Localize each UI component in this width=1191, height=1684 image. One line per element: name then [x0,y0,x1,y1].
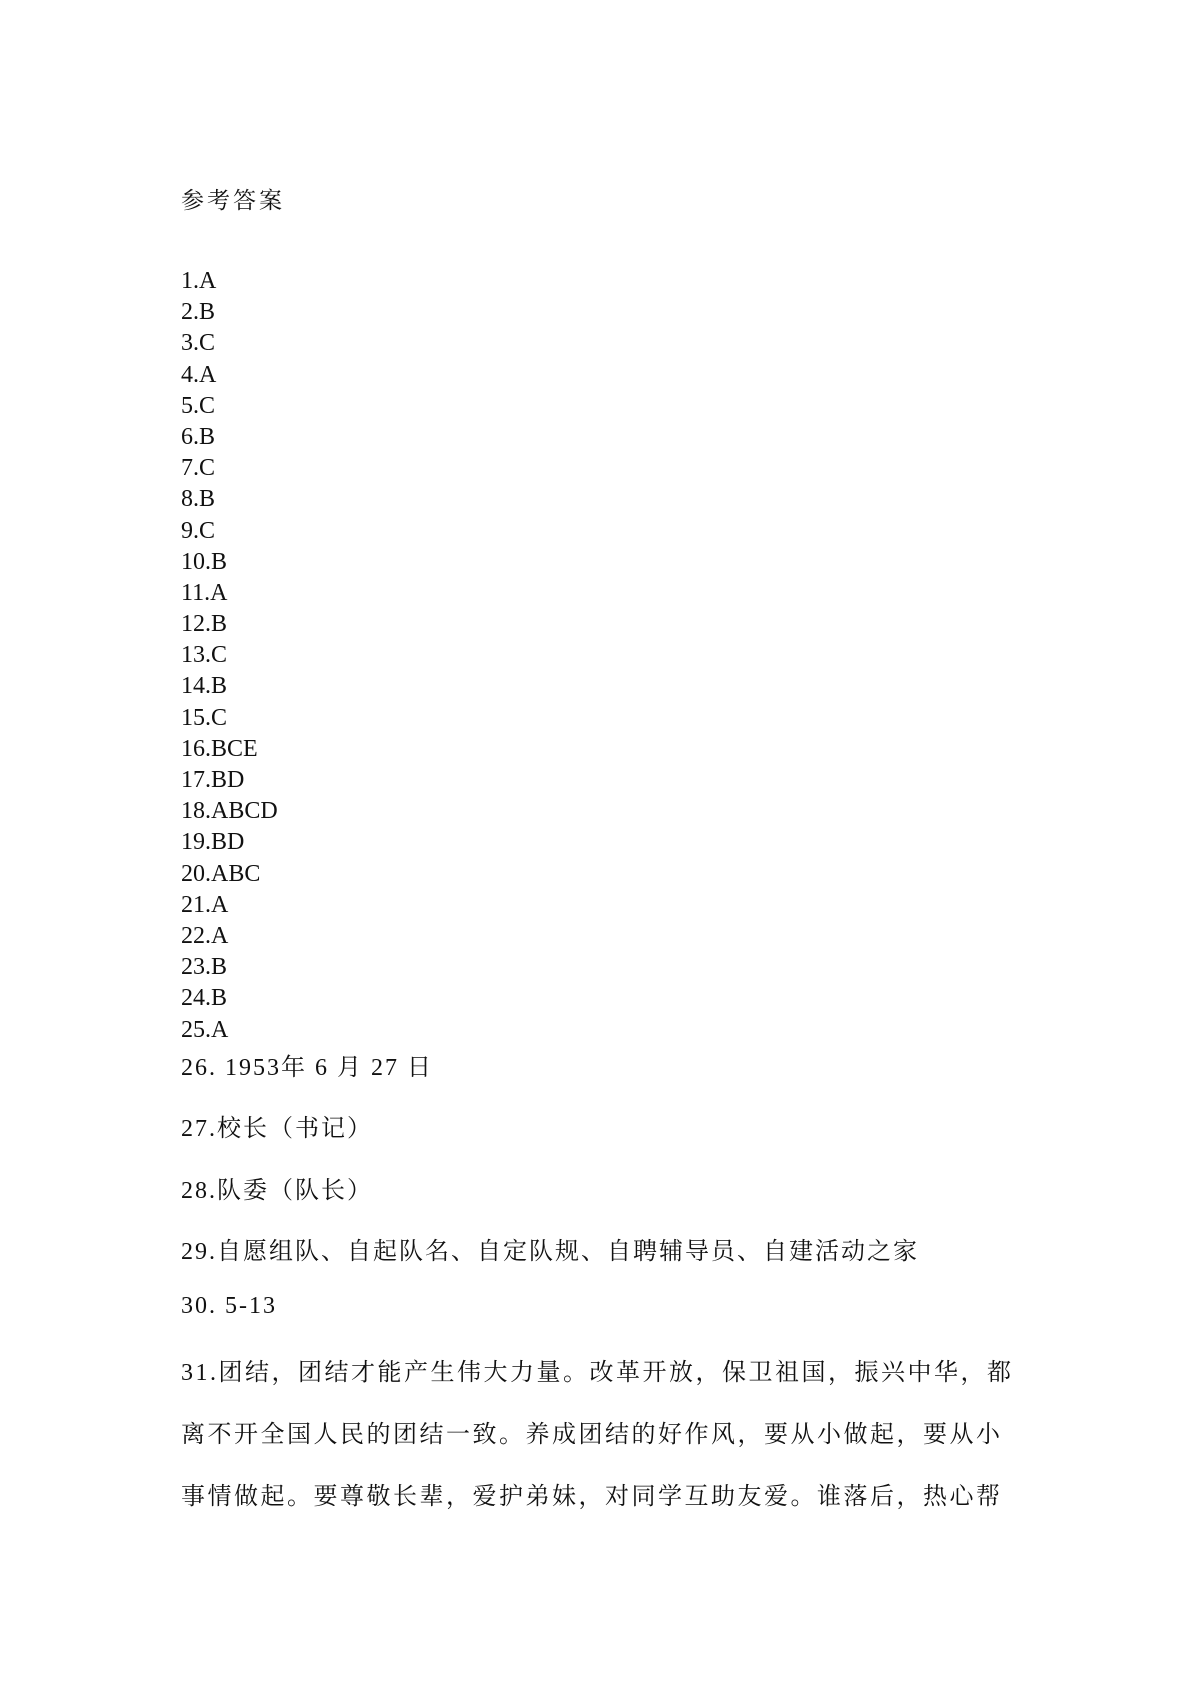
answer-item: 6.B [181,423,216,450]
answer-item: 21.A [181,891,229,918]
answer-item: 12.B [181,611,228,638]
answer-28: 28.队委（队长） [181,1178,373,1204]
answer-item: 4.A [181,361,217,388]
answer-26: 26. 1953年 6 月 27 日 [181,1055,433,1081]
answer-item: 11.A [181,579,228,606]
answer-item: 18.ABCD [181,798,278,825]
answer-item: 9.C [181,517,216,544]
answer-item: 13.C [181,642,228,669]
answer-item: 25.A [181,1016,229,1043]
answer-item: 16.BCE [181,735,258,762]
answer-item: 20.ABC [181,860,261,887]
answer-item: 24.B [181,985,228,1012]
answer-item: 22.A [181,922,229,949]
answer-30: 30. 5-13 [181,1293,277,1319]
answer-31-paragraph: 31.团结，团结才能产生伟大力量。改革开放，保卫祖国，振兴中华，都离不开全国人民的团结一致。养成团结的好作风，要从小做起，要从小事情做起。要尊敬长辈，爱护弟妹，对同学互助友爱。谁落后，热心帮 [181,1360,1014,1510]
answer-item: 1.A [181,268,217,294]
answer-item: 15.C [181,704,228,731]
answer-item: 14.B [181,673,228,700]
answer-27: 27.校长（书记） [181,1116,373,1142]
answer-item: 23.B [181,954,228,981]
answer-key-heading: 参考答案 [181,188,285,213]
answer-item: 10.B [181,548,228,575]
answer-item: 17.BD [181,767,245,793]
answer-item: 8.B [181,486,216,513]
answer-item: 3.C [181,330,216,357]
answer-item: 19.BD [181,829,245,856]
answer-item: 2.B [181,299,216,326]
choice-answer-list [181,266,278,1046]
answer-item: 7.C [181,455,216,482]
answer-29: 29.自愿组队、自起队名、自定队规、自聘辅导员、自建活动之家 [181,1239,919,1265]
answer-item: 5.C [181,392,216,419]
